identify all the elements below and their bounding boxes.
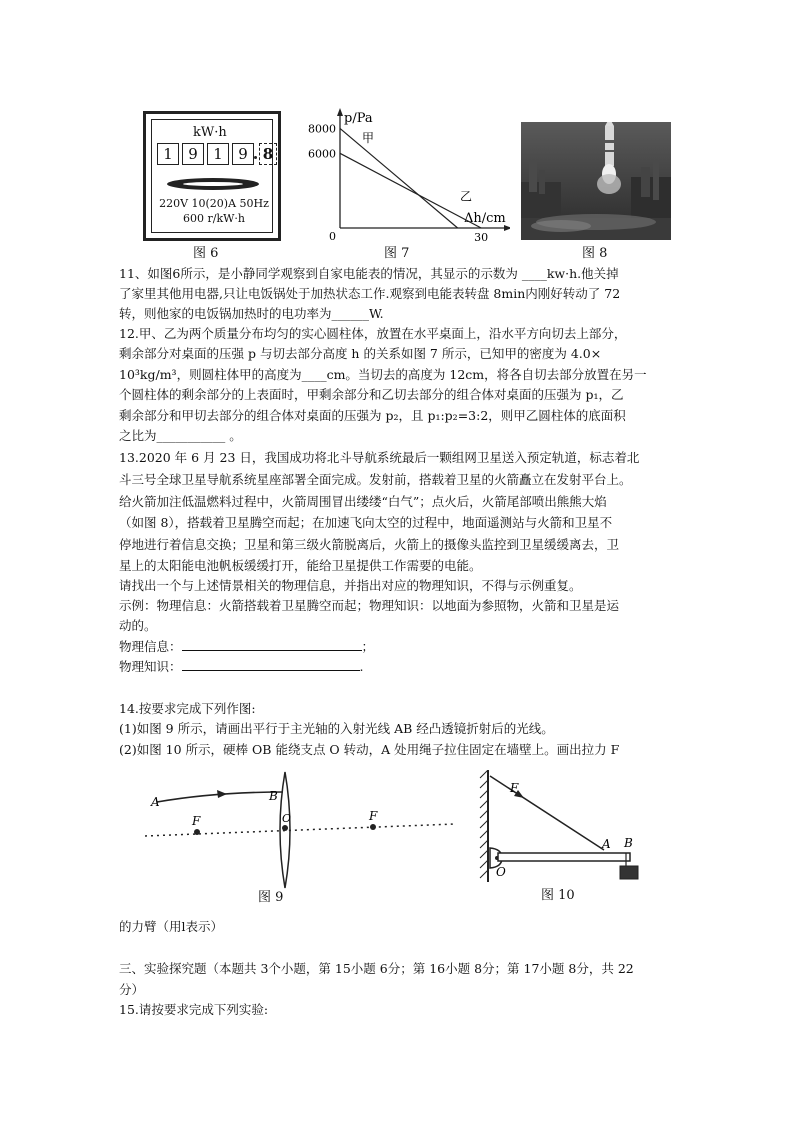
- meter-digit: 1: [207, 143, 229, 165]
- meter-decimal-point: [254, 156, 257, 159]
- meter-disc-icon: [163, 173, 263, 195]
- figure-9-lens-diagram: [145, 770, 455, 890]
- y-tick-label: 8000: [308, 122, 336, 136]
- q12-line: 10³kg/m³，则圆柱体甲的高度为____cm。当切去的高度为 12cm，将各自切去部分放置在另一: [119, 367, 647, 382]
- x-tick-label: 30: [474, 231, 489, 243]
- q13-line: 示例：物理信息：火箭搭载着卫星腾空而起；物理知识：以地面为参照物，火箭和卫星是运: [119, 598, 620, 613]
- q13-knowledge-row: [119, 658, 364, 676]
- q13-knowledge-end: .: [359, 659, 364, 674]
- fig10-label-f: F: [510, 781, 519, 795]
- y-tick-label: 6000: [308, 147, 336, 161]
- q13-knowledge-label: 物理知识：: [119, 659, 182, 674]
- meter-spec-line2: 600 r/kW·h: [182, 212, 245, 225]
- fig9-label-o: O: [282, 812, 292, 825]
- q11-line: 了家里其他用电器,只让电饭锅处于加热状态工作.观察到电能表转盘 8min内刚好转动了 72: [119, 286, 621, 301]
- meter-digit: 8: [259, 143, 277, 165]
- figure-7-chart: [300, 108, 510, 243]
- q11-line: 11、如图6所示，是小静同学观察到自家电能表的情况，其显示的示数为 ____kw·h.他关掉: [119, 266, 619, 281]
- q13-line: 13.2020 年 6 月 23 日，我国成功将北斗导航系统最后一颗组网卫星送入预定轨道，标志着北: [119, 450, 640, 465]
- series-label: 甲: [362, 131, 375, 146]
- fig9-label-a: A: [151, 795, 160, 809]
- figure-10-caption: 图 10: [541, 888, 575, 903]
- q12-line: 之比为___________ 。: [119, 428, 242, 443]
- x-tick-label: 0: [329, 230, 336, 243]
- meter-digit: 9: [182, 143, 204, 165]
- q14-line: (1)如图 9 所示，请画出平行于主光轴的入射光线 AB 经凸透镜折射后的光线。: [119, 721, 554, 736]
- series-label: 乙: [460, 189, 473, 204]
- y-axis-label: p/Pa: [344, 111, 373, 126]
- q13-line: 停地进行着信息交换；卫星和第三级火箭脱离后，火箭上的摄像头监控到卫星缓缓离去，卫: [119, 537, 620, 552]
- q13-line: 动的。: [119, 618, 157, 633]
- figure-9-caption: 图 9: [258, 890, 284, 905]
- x-axis-label: Δh/cm: [464, 211, 506, 226]
- section3-heading: 分）: [119, 982, 145, 997]
- q14-tail: 的力臂（用l表示）: [119, 919, 223, 934]
- fig10-label-b: B: [624, 836, 633, 850]
- q13-info-blank[interactable]: [182, 638, 362, 651]
- q13-info-label: 物理信息：: [119, 639, 182, 654]
- meter-spec-line1: 220V 10(20)A 50Hz: [159, 197, 269, 210]
- q13-info-row: [119, 638, 374, 656]
- figure-6: [143, 111, 281, 241]
- q12-line: 剩余部分和甲切去部分的组合体对桌面的压强为 p₂，且 p₁:p₂=3:2，则甲乙圆柱体的底面积: [119, 408, 626, 423]
- fig9-label-f-left: F: [192, 814, 201, 828]
- figure-10-lever-diagram: [468, 770, 648, 885]
- q12-line: 个圆柱体的剩余部分的上表面时，甲剩余部分和乙切去部分的组合体对桌面的压强为 p₁，乙: [119, 387, 624, 402]
- q13-line: （如图 8），搭载着卫星腾空而起；在加速飞向太空的过程中，地面遥测站与火箭和卫星不: [119, 515, 613, 530]
- fig10-label-a: A: [602, 837, 611, 851]
- q12-line: 剩余部分对桌面的压强 p 与切去部分高度 h 的关系如图 7 所示，已知甲的密度为 4.0×: [119, 346, 602, 361]
- q14-line: 14.按要求完成下列作图:: [119, 701, 256, 716]
- figure-6-caption: 图 6: [193, 246, 219, 261]
- fig9-label-b: B: [269, 789, 278, 803]
- q13-knowledge-blank[interactable]: [182, 658, 360, 671]
- q13-line: 斗三号全球卫星导航系统星座部署全面完成。发射前，搭载着卫星的火箭矗立在发射平台上。: [119, 472, 632, 487]
- q13-info-end: ；: [361, 639, 375, 654]
- q13-line: 给火箭加注低温燃料过程中，火箭周围冒出缕缕“白气”；点火后，火箭尾部喷出熊熊大焰: [119, 494, 607, 509]
- q12-line: 12.甲、乙为两个质量分布均匀的实心圆柱体，放置在水平桌面上，沿水平方向切去上部分，: [119, 326, 627, 341]
- meter-digit: 1: [157, 143, 179, 165]
- figure-8-photo: [521, 122, 671, 240]
- meter-unit: kW·h: [193, 125, 227, 140]
- q15-line: 15.请按要求完成下列实验:: [119, 1002, 269, 1017]
- q14-line: (2)如图 10 所示，硬棒 OB 能绕支点 O 转动，A 处用绳子拉住固定在墙壁上。画出拉力 F: [119, 742, 620, 757]
- section3-heading: 三、实验探究题（本题共 3个小题，第 15小题 6分；第 16小题 8分；第 17小题 8分，共 22: [119, 961, 634, 976]
- q13-line: 星上的太阳能电池帆板缓缓打开，能给卫星提供工作需要的电能。: [119, 558, 482, 573]
- figure-7-caption: 图 7: [384, 246, 410, 261]
- series-line: [340, 128, 458, 228]
- y-axis-arrow-icon: [337, 108, 343, 116]
- fig10-label-o: O: [496, 865, 506, 879]
- meter-digit: 9: [232, 143, 254, 165]
- fig9-label-f-right: F: [369, 809, 378, 823]
- q13-line: 请找出一个与上述情景相关的物理信息，并指出对应的物理知识，不得与示例重复。: [119, 578, 582, 593]
- q11-line: 转，则他家的电饭锅加热时的电功率为______W.: [119, 306, 384, 321]
- figure-8-caption: 图 8: [582, 246, 608, 261]
